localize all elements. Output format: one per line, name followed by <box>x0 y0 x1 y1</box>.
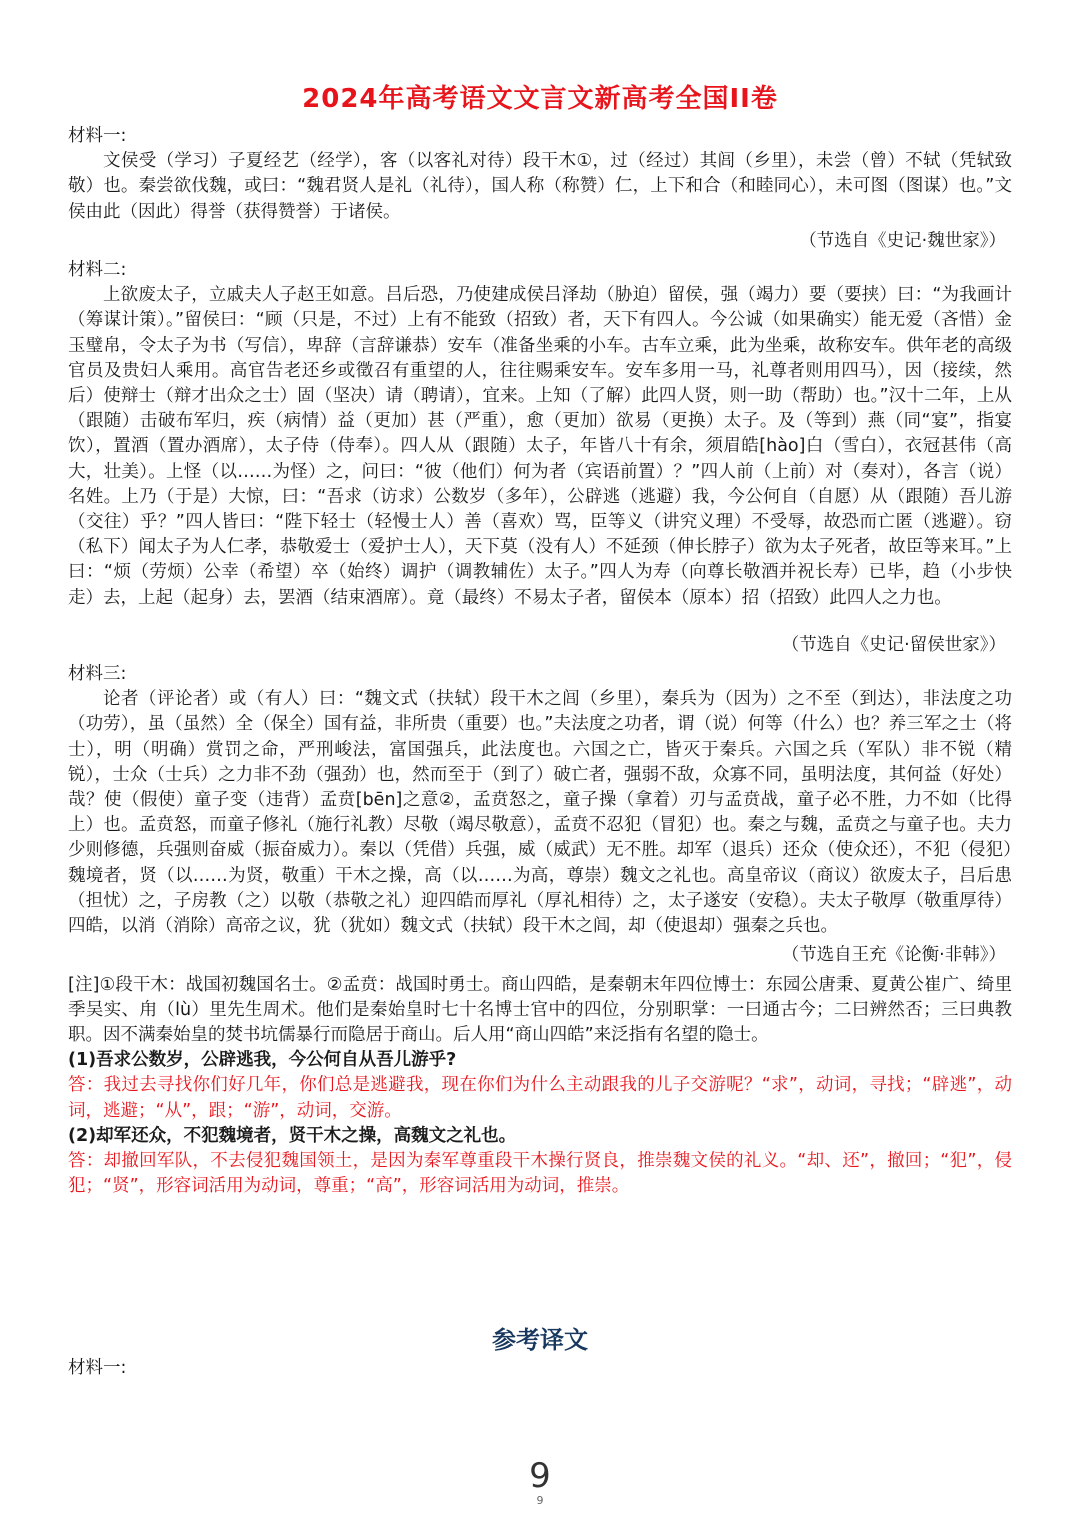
annotation-note: [注]①段干木：战国初魏国名士。②孟贲：战国时勇士。商山四皓，是秦朝末年四位博士：东园公唐秉、夏黄公崔广、绮里季吴实、甪（lù）里先生周术。他们是秦始皇时七十名博士官中的四位，分别职掌：一曰通古今；二曰辨然否；三曰典教职。因不满秦始皇的焚书坑儒暴行而隐居于商山。后人用“商山四皓”来泛指有名望的隐士。 <box>68 974 1012 1045</box>
material-1-label: 材料一: <box>68 126 127 146</box>
answer-2: 答：却撤回军队，不去侵犯魏国领土，是因为秦军尊重段干木操行贤良，推崇魏文侯的礼义。“却、还”，撤回；“犯”，侵犯；“贤”，形容词活用为动词，尊重；“高”，形容词活用为动词，推崇。 <box>68 1150 1012 1197</box>
material-2-source: （节选自《史记·留侯世家》） <box>781 634 1006 655</box>
page-number-small: 9 <box>536 1494 544 1507</box>
question-1: (1)吾求公数岁，公辟逃我，今公何自从吾儿游乎? <box>68 1050 457 1071</box>
material-2-text: 上欲废太子，立戚夫人子赵王如意。吕后恐，乃使建成侯吕泽劫（胁迫）留侯，强（竭力）要（要挟）曰：“为我画计（筹谋计策）。”留侯曰：“顾（只是，不过）上有不能致（招致）者，天下有四人。今公诚（如果确实）能无爱（吝惜）金玉璧帛，令太子为书（写信），卑辞（言辞谦恭）安车（准备坐乘的小车。古车立乘，此为坐乘，故称安车。供年老的高级官员及贵妇人乘用。高官告老还乡或徵召有重望的人，往往赐乘安车。安车多用一马，礼尊者则用四马），因（接续，然后）使辩士（辩才出众之士）固（坚决）请（聘请），宜来。上知（了解）此四人贤，则一助（帮助）也。”汉十二年，上从（跟随）击破布军归，疾（病情）益（更加）甚（严重），愈（更加）欲易（更换）太子。及（等到）燕（同“宴”，指宴饮），置酒（置办酒席），太子侍（侍奉）。四人从（跟随）太子，年皆八十有余，须眉皓[hào]白（雪白），衣冠甚伟（高大，壮美）。上怪（以……为怪）之，问曰：“彼（他们）何为者（宾语前置）？”四人前（上前）对（奏对），各言（说）名姓。上乃（于是）大惊，曰：“吾求（访求）公数岁（多年），公辟逃（逃避）我，今公何自（自愿）从（跟随）吾儿游（交往）乎？”四人皆曰：“陛下轻士（轻慢士人）善（喜欢）骂，臣等义（讲究义理）不受辱，故恐而亡匿（逃避）。窃（私下）闻太子为人仁孝，恭敬爱士（爱护士人），天下莫（没有人）不延颈（伸长脖子）欲为太子死者，故臣等来耳。”上曰：“烦（劳烦）公幸（希望）卒（始终）调护（调教辅佐）太子。”四人为寿（向尊长敬酒并祝长寿）已毕，趋（小步快走）去，上起（起身）去，罢酒（结束酒席）。竟（最终）不易太子者，留侯本（原本）招（招致）此四人之力也。 <box>68 285 1012 608</box>
document-body <box>68 124 1012 1199</box>
material-1-text: 文侯受（学习）子夏经艺（经学），客（以客礼对待）段干木①，过（经过）其闾（乡里），未尝（曾）不轼（凭轼致敬）也。秦尝欲伐魏，或曰：“魏君贤人是礼（礼待），国人称（称赞）仁，上下和合（和睦同心），未可图（图谋）也。”文侯由此（因此）得誉（获得赞誉）于诸侯。 <box>68 151 1012 222</box>
page-number: 9 <box>529 1456 551 1496</box>
reference-material-1-label: 材料一: <box>68 1358 127 1378</box>
answer-1: 答：我过去寻找你们好几年，你们总是逃避我，现在你们为什么主动跟我的儿子交游呢？“求”，动词，寻找；“辟逃”，动词，逃避；“从”，跟；“游”，动词，交游。 <box>68 1075 1012 1121</box>
reference-translation-title: 参考译文 <box>492 1326 588 1354</box>
material-2-label: 材料二: <box>68 260 127 281</box>
page-title: 2024年高考语文文言文新高考全国II卷 <box>302 84 778 114</box>
material-3-text: 论者（评论者）或（有人）曰：“魏文式（扶轼）段干木之闾（乡里），秦兵为（因为）之不至（到达），非法度之功（功劳），虽（虽然）全（保全）国有益，非所贵（重要）也。”夫法度之功者，谓（说）何等（什么）也？养三军之士（将士），明（明确）赏罚之命，严刑峻法，富国强兵，此法度也。六国之亡，皆灭于秦兵。六国之兵（军队）非不锐（精锐），士众（士兵）之力非不劲（强劲）也，然而至于（到了）破亡者，强弱不敌，众寡不同，虽明法度，其何益（好处）哉？使（假使）童子变（违背）孟贲[bēn]之意②，孟贲怒之，童子操（拿着）刃与孟贲战，童子必不胜，力不如（比得上）也。孟贲怒，而童子修礼（施行礼教）尽敬（竭尽敬意），孟贲不忍犯（冒犯）也。秦之与魏，孟贲之与童子也。夫力少则修德，兵强则奋威（振奋威力）。秦以（凭借）兵强，威（威武）无不胜。却军（退兵）还众（使众还），不犯（侵犯）魏境者，贤（以……为贤，敬重）干木之操，高（以……为高，尊崇）魏文之礼也。高皇帝议（商议）欲废太子，吕后患（担忧）之，子房教（之）以敬（恭敬之礼）迎四皓而厚礼（厚礼相待）之，太子遂安（安稳）。夫太子敬厚（敬重厚待）四皓，以消（消除）高帝之议，犹（犹如）魏文式（扶轼）段干木之闾，却（使退却）强秦之兵也。 <box>68 689 1012 937</box>
material-3-label: 材料三: <box>68 664 127 685</box>
question-2: (2)却军还众，不犯魏境者，贤干木之操，高魏文之礼也。 <box>68 1125 517 1146</box>
material-3-source: （节选自王充《论衡·非韩》） <box>781 945 1006 966</box>
material-1-source: （节选自《史记·魏世家》） <box>799 230 1006 251</box>
